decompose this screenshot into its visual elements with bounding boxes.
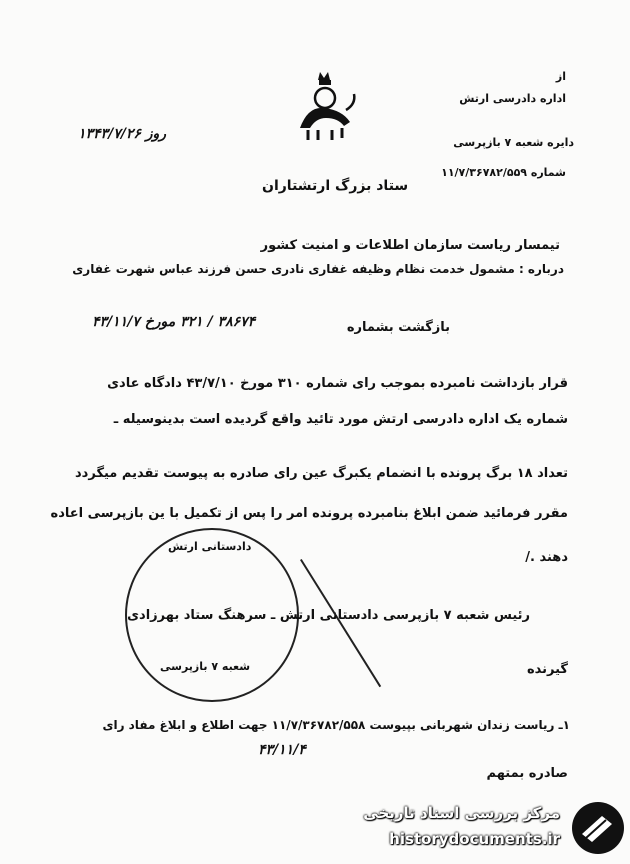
recipient-item-1: ۱ـ ریاست زندان شهربانی بپیوست ۱۱/۷/۳۶۷۸۲/۵۵۸ جهت اطلاع و ابلاغ مفاد رای <box>102 718 570 732</box>
body-line-4: مقرر فرمائید ضمن ابلاغ بنامبرده پرونده امر را پس از تکمیل با ین بازپرسی اعاده <box>50 506 568 521</box>
recipient-item-2: صادره بمتهم <box>486 766 568 781</box>
date-line: روز ۱۳۴۳/۷/۲۶ <box>78 126 167 142</box>
watermark-english: historydocuments.ir <box>389 830 560 848</box>
watermark <box>340 794 630 864</box>
stamp-text-bottom: شعبه ۷ بازپرسی <box>160 660 251 673</box>
from-label: از <box>555 70 566 83</box>
to-line: تیمسار ریاست سازمان اطلاعات و امنیت کشور <box>260 238 560 253</box>
office-line: اداره دادرسی ارتش <box>459 92 566 105</box>
body-line-3: تعداد ۱۸ برگ پرونده با انضمام یکبرگ عین رای صادره به پیوست تقدیم میگردد <box>75 466 568 481</box>
recipients-label: گیرنده <box>526 662 568 677</box>
watermark-logo-icon <box>570 800 626 856</box>
return-label: بازگشت بشماره <box>346 320 450 335</box>
body-line-1: قرار بازداشت نامبرده بموجب رای شماره ۳۱۰ مورخ ۴۳/۷/۱۰ دادگاه عادی <box>107 376 568 391</box>
number-line: شماره ۱۱/۷/۳۶۷۸۲/۵۵۹ <box>441 166 566 179</box>
about-line: درباره : مشمول خدمت نظام وظیفه غفاری نادری حسن فرزند عباس شهرت غفاری <box>72 262 564 276</box>
pen-stroke <box>300 559 381 687</box>
stamp-text-top: دادستانی ارتش <box>168 540 252 553</box>
body-line-2: شماره یک اداره دادرسی ارتش مورد تائید واقع گردیده است بدینوسیله ـ <box>113 412 568 427</box>
recipient-item-1-date: ۴۳/۱۱/۴ <box>258 742 306 758</box>
lion-and-sun-emblem <box>290 70 360 142</box>
return-number: ۳۸۶۷۴ / ۳۲۱ مورخ ۴۳/۱۱/۷ <box>92 314 256 330</box>
org-title: ستاد بزرگ ارتشتاران <box>262 178 409 194</box>
watermark-persian: مرکز بررسی اسناد تاریخی <box>363 804 560 822</box>
department-line: دایره شعبه ۷ بازپرسی <box>453 136 574 149</box>
signature-line: رئیس شعبه ۷ بازپرسی دادستانی ارتش ـ سرهنگ ستاد بهرزادی <box>127 608 530 623</box>
body-line-5: دهند ./ <box>525 550 568 565</box>
